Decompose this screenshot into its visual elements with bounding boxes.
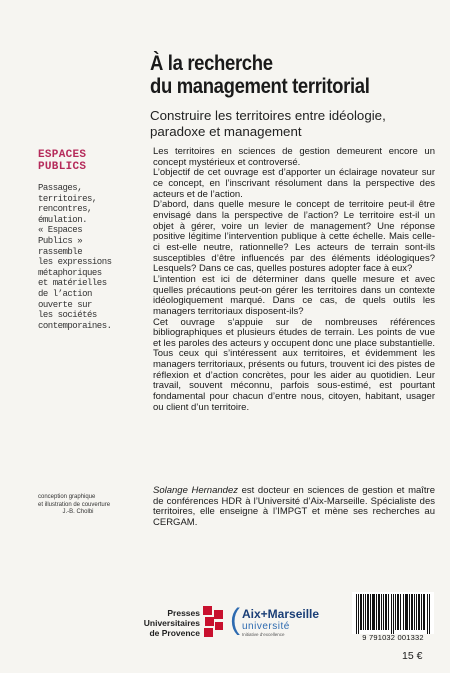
collection-description-line: les expressions xyxy=(38,257,112,268)
collection-description-line: « Espaces xyxy=(38,225,83,236)
pup-logo-text xyxy=(140,608,200,638)
collection-description-line: Publics » xyxy=(38,235,83,246)
collection-description-line: émulation. xyxy=(38,214,88,225)
body-paragraph: Les territoires en sciences de gestion demeurent encore un concept mystérieux et controversé. xyxy=(153,146,435,168)
price: 15 € xyxy=(402,650,423,662)
collection-description-line: rassemble xyxy=(38,246,83,257)
collection-description-line: Passages, xyxy=(38,183,83,193)
collection-name-line2: PUBLICS xyxy=(38,161,87,173)
amu-subname: université xyxy=(242,621,290,632)
collection-description-line: de l’action xyxy=(38,288,92,299)
amu-logo xyxy=(230,603,350,642)
body-paragraph: Cet ouvrage s’appuie sur de nombreuses références bibliographiques et plusieurs études de terrain. Les points de vue et les paroles des acteurs y occupent donc une place substantielle. xyxy=(153,316,436,349)
amu-tagline: Initiative d’excellence xyxy=(242,632,285,637)
back-cover-text xyxy=(153,147,435,413)
pup-line1: Presses xyxy=(167,608,200,618)
book-title-line1: À la recherche xyxy=(150,51,273,75)
collection-description xyxy=(38,183,138,331)
body-paragraph: L’intention est ici de déterminer dans quelle mesure et avec quelles précautions peut-on gérer les territoires dans un contexte idéologiquement marqué. Dans ce cas, de quels outils les managers territoriaux disposent-ils? xyxy=(153,273,435,317)
book-subtitle xyxy=(150,108,435,140)
collection-description-line: métaphoriques xyxy=(38,267,102,278)
collection-name xyxy=(38,149,138,173)
barcode-icon xyxy=(352,592,434,634)
collection-description-line: et matérielles xyxy=(38,278,107,289)
book-subtitle-line2: paradoxe et management xyxy=(150,124,302,139)
author-bio-text: est docteur en sciences de gestion et maître de conférences HDR à l’Université d’Aix-Marseille. Spécialiste des territoires, elle enseigne à l’IMPGT et mène ses recherches au CERGAM. xyxy=(153,485,435,528)
collection-description-line: territoires, xyxy=(38,193,97,204)
design-credits xyxy=(38,494,148,517)
author-bio xyxy=(153,486,435,529)
isbn-number: 9 791032 001332 xyxy=(362,633,424,642)
author-name: Solange Hernandez xyxy=(153,485,238,496)
credits-line1: conception graphique xyxy=(38,494,96,500)
pup-logo-icon xyxy=(203,606,224,638)
pup-line3: de Provence xyxy=(149,628,200,638)
pup-line2: Universitaires xyxy=(143,618,200,628)
amu-paren-icon: ( xyxy=(230,603,240,636)
book-subtitle-line1: Construire les territoires entre idéologie, xyxy=(150,108,386,123)
body-paragraph: D’abord, dans quelle mesure le concept de territoire peut-il être envisagé dans la perspective de l’action? Le territoire est-il un objet à gérer, voire un levier de management? Une réponse positive légitime l’intervention publique à cette échelle. Mais celle-ci est-elle neutre, rationnelle? Les acteurs de terrain sont-ils susceptibles d’être influencés par des éléments idéologiques? Lesquels? Dans ce cas, quelles postures adopter face à eux? xyxy=(153,199,435,275)
book-title-line2: du management territorial xyxy=(150,74,370,98)
amu-name: Aix+Marseille xyxy=(242,607,320,621)
collection-description-line: les sociétés xyxy=(38,310,97,321)
body-paragraph: L’objectif de cet ouvrage est d’apporter un éclairage novateur sur ce concept, en l’inscrivant résolument dans la perspective des acteurs et de l’action. xyxy=(153,167,435,200)
collection-name-line1: ESPACES xyxy=(38,149,87,161)
collection-description-line: rencontres, xyxy=(38,204,92,215)
book-title xyxy=(150,52,395,98)
collection-description-line: ouverte sur xyxy=(38,299,92,310)
collection-description-line: contemporaines. xyxy=(38,320,112,331)
body-paragraph: Tous ceux qui s’intéressent aux territoires, et évidemment les managers territoriaux, présents ou futurs, trouvent ici des pistes de réflexion et d’action concrètes, pour les aider au quotidien. Leur travail, souvent méconnu, parfois sous-estimé, est pourtant fondamental pour chacun d’entre nous, citoyen, habitant, usager ou client d’un territoire. xyxy=(153,348,435,413)
credits-line2: et illustration de couverture xyxy=(38,501,111,508)
collection-block xyxy=(38,149,138,331)
credits-line3: J.-B. Cholbi xyxy=(62,509,94,515)
